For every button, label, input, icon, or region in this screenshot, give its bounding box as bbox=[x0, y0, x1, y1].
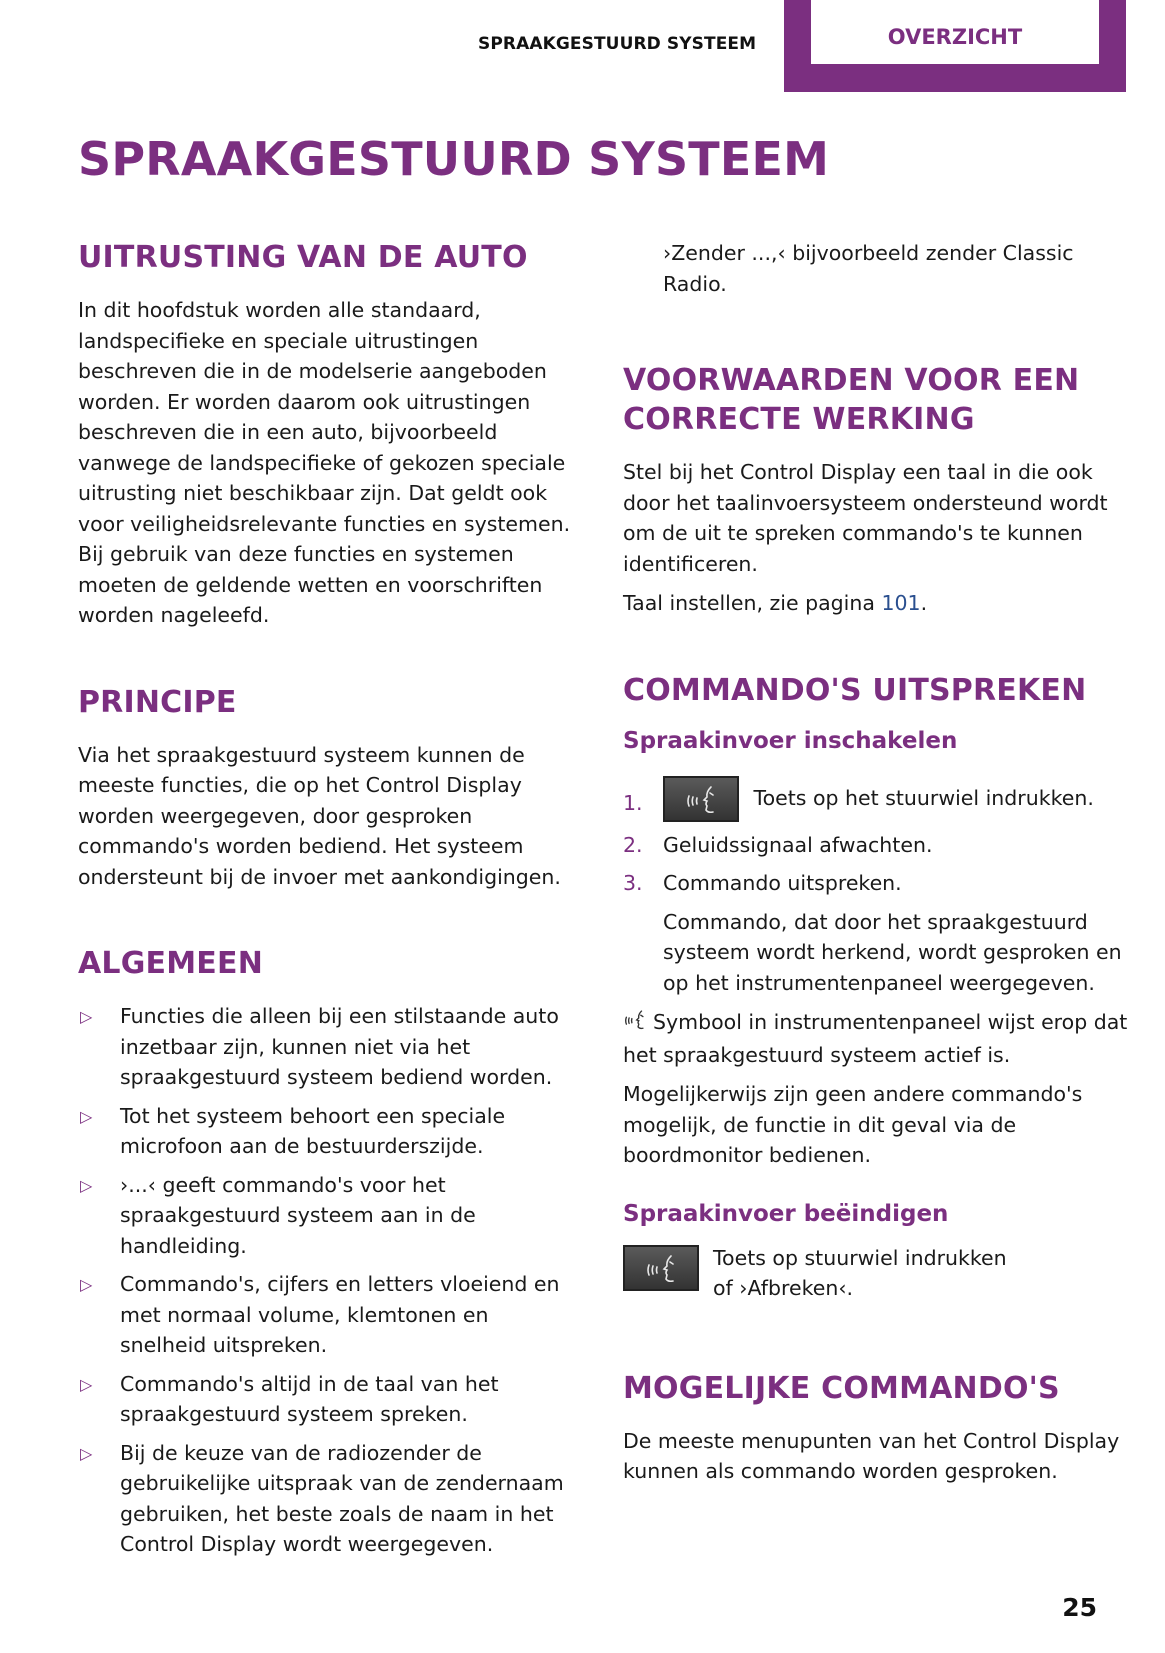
list-item bbox=[78, 1001, 578, 1093]
section-tab bbox=[784, 0, 1126, 92]
end-voice-row bbox=[623, 1243, 1128, 1313]
step-number: 3. bbox=[623, 871, 643, 895]
triangle-bullet-icon: ▷ bbox=[80, 1106, 93, 1126]
subheading-beeindigen: Spraakinvoer beëindigen bbox=[623, 1200, 949, 1227]
section-tab-label: OVERZICHT bbox=[887, 25, 1023, 49]
paragraph-uitrusting: In dit hoofdstuk worden alle standaard, landspecifieke en speciale uitrustingen beschreven die in de modelserie aangeboden worden. Er worden daarom ook uitrustingen beschreven die in een auto, bijvoorbeeld vanwege de landspecifieke of gekozen speciale uitrusting niet beschikbaar zijn. Dat geldt ook voor veiligheidsrelevante functies en systemen. Bij gebruik van deze functies en systemen moeten de geldende wetten en voorschriften worden nageleefd. bbox=[78, 298, 571, 627]
section-uitrusting bbox=[78, 238, 578, 631]
symbol-note-text: Symbool in instrumentenpaneel wijst erop dat het spraakgestuurd systeem actief is. bbox=[623, 1010, 1128, 1067]
section-mogelijke bbox=[623, 1369, 1128, 1487]
heading-principe: PRINCIPE bbox=[78, 684, 237, 720]
page-link-101[interactable]: 101 bbox=[881, 591, 921, 615]
triangle-bullet-icon: ▷ bbox=[80, 1275, 93, 1294]
voice-command-key-icon bbox=[663, 776, 739, 822]
symbol-note bbox=[623, 1007, 1128, 1070]
step-item bbox=[623, 868, 1128, 899]
step-text: Geluidssignaal afwachten. bbox=[663, 832, 933, 857]
reference-text: Taal instellen, zie pagina bbox=[623, 591, 882, 615]
heading-uitrusting: UITRUSTING VAN DE AUTO bbox=[78, 240, 528, 275]
section-voorwaarden bbox=[623, 361, 1128, 619]
page-number: 25 bbox=[1062, 1593, 1097, 1622]
triangle-bullet-icon: ▷ bbox=[80, 1175, 93, 1195]
step-note: Commando, dat door het spraakgestuurd systeem wordt herkend, wordt gesproken en op het instrumentenpaneel weergegeven. bbox=[663, 909, 1122, 995]
voice-active-symbol-icon bbox=[623, 1009, 649, 1040]
triangle-bullet-icon: ▷ bbox=[80, 1007, 93, 1026]
triangle-bullet-icon: ▷ bbox=[80, 1374, 93, 1394]
list-item-text: Functies die alleen bij een stilstaande auto inzetbaar zijn, kunnen niet via het spraakgestuurd systeem bediend worden. bbox=[120, 1004, 559, 1089]
heading-algemeen: ALGEMEEN bbox=[78, 946, 263, 981]
steps-list bbox=[623, 776, 1128, 899]
subheading-inschakelen: Spraakinvoer inschakelen bbox=[623, 727, 958, 754]
list-item-text: Commando's altijd in de taal van het spraakgestuurd systeem spreken. bbox=[120, 1371, 499, 1426]
paragraph-principe: Via het spraakgestuurd systeem kunnen de meeste functies, die op het Control Display worden weergegeven, door gesproken commando's worden bediend. Het systeem ondersteunt bij de invoer met aankondigingen. bbox=[78, 742, 561, 889]
step-number: 2. bbox=[623, 832, 643, 857]
page-title: SPRAAKGESTUURD SYSTEEM bbox=[78, 132, 830, 186]
running-head: SPRAAKGESTUURD SYSTEEM bbox=[478, 34, 757, 54]
heading-uitspreken: COMMANDO'S UITSPREKEN bbox=[623, 672, 1087, 708]
list-item bbox=[78, 1170, 578, 1262]
fallback-note: Mogelijkerwijs zijn geen andere commando's mogelijk, de functie in dit geval via de boordmonitor bedienen. bbox=[623, 1082, 1083, 1167]
section-principe bbox=[78, 683, 578, 893]
list-item bbox=[78, 1438, 578, 1560]
page-reference bbox=[623, 588, 1128, 619]
section-uitspreken bbox=[623, 671, 1128, 1313]
reference-suffix: . bbox=[920, 591, 928, 615]
list-item bbox=[78, 1369, 578, 1430]
paragraph-voorwaarden: Stel bij het Control Display een taal in die ook door het taalinvoersysteem ondersteund wordt om de uit te spreken commando's te kunnen identificeren. bbox=[623, 460, 1108, 576]
step-item bbox=[623, 776, 1128, 822]
list-item-text: ›...‹ geeft commando's voor het spraakgestuurd systeem aan in de handleiding. bbox=[120, 1172, 476, 1258]
triangle-bullet-icon: ▷ bbox=[80, 1443, 93, 1463]
section-tab-inner bbox=[811, 0, 1099, 64]
paragraph-mogelijke: De meeste menupunten van het Control Display kunnen als commando worden gesproken. bbox=[623, 1428, 1120, 1483]
step-text: Toets op het stuurwiel indrukken. bbox=[753, 785, 1094, 810]
section-algemeen bbox=[78, 944, 578, 1560]
list-item-text: Commando's, cijfers en letters vloeiend en met normaal volume, klemtonen en snelheid uitspreken. bbox=[120, 1272, 560, 1357]
list-item-text: Tot het systeem behoort een speciale microfoon aan de bestuurderszijde. bbox=[120, 1103, 506, 1158]
voice-command-key-icon bbox=[623, 1245, 699, 1291]
heading-voorwaarden: VOORWAARDEN VOOR EEN CORRECTE WERKING bbox=[623, 363, 1080, 437]
left-column bbox=[78, 238, 578, 1612]
step-item bbox=[623, 830, 1128, 861]
step-text: Commando uitspreken. bbox=[663, 871, 902, 895]
list-item-text: Bij de keuze van de radiozender de gebruikelijke uitspraak van de zendernaam gebruiken, het beste zoals de naam in het Control Display wordt weergegeven. bbox=[120, 1440, 564, 1556]
bullet-continuation: ›Zender ...,‹ bijvoorbeeld zender Classic Radio. bbox=[663, 241, 1074, 296]
list-item bbox=[78, 1101, 578, 1162]
right-column bbox=[623, 238, 1128, 1539]
heading-mogelijke: MOGELIJKE COMMANDO'S bbox=[623, 1370, 1060, 1406]
step-number: 1. bbox=[623, 790, 643, 815]
algemeen-list bbox=[78, 1001, 578, 1560]
end-voice-text: Toets op stuurwiel indrukken of ›Afbreken‹. bbox=[713, 1245, 1007, 1300]
list-item bbox=[78, 1269, 578, 1361]
